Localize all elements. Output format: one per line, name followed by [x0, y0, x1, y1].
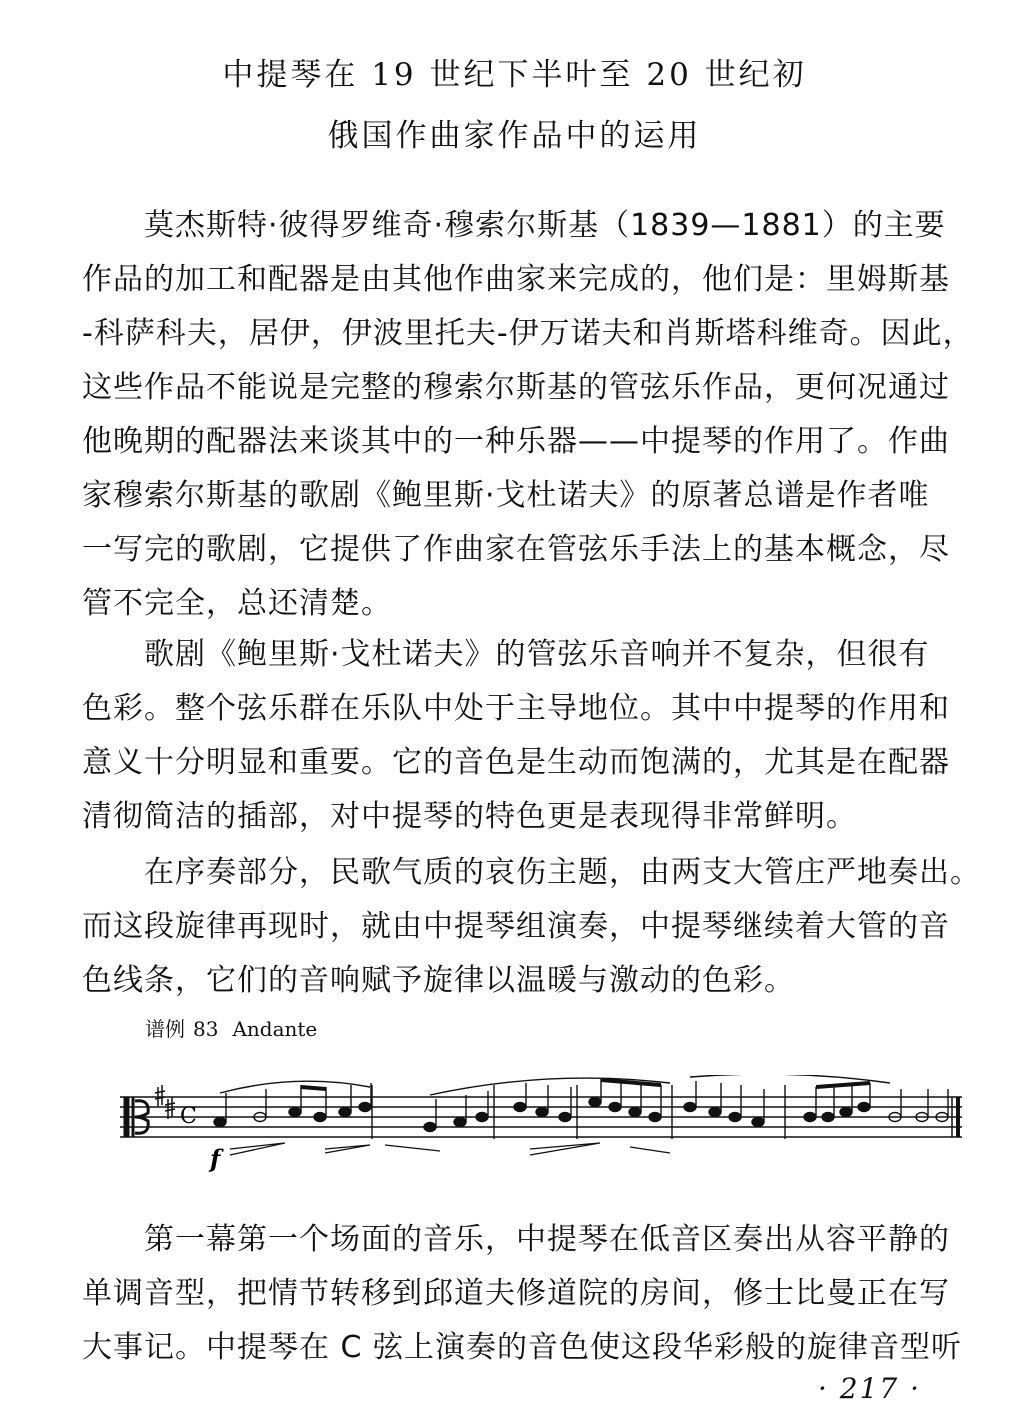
chapter-title-line-2: 俄国作曲家作品中的运用 — [327, 118, 702, 154]
paragraph-line: 色彩。整个弦乐群在乐队中处于主导地位。其中中提琴的作用和 — [82, 691, 950, 726]
slurs — [220, 1075, 890, 1095]
paragraph-line: 大事记。中提琴在 C 弦上演奏的音色使这段华彩般的旋律音型听 — [82, 1330, 963, 1365]
paragraph-line: 第一幕第一个场面的音乐，中提琴在低音区奏出从容平静的 — [82, 1222, 950, 1257]
paragraph-line: 意义十分明显和重要。它的音色是生动而饱满的，尤其是在配器 — [82, 745, 950, 780]
paragraph-3 — [82, 846, 1002, 1008]
paragraph-line: 清彻简洁的插部，对中提琴的特色更是表现得非常鲜明。 — [82, 799, 857, 834]
paragraph-line: 色线条，它们的音响赋予旋律以温暖与激动的色彩。 — [82, 963, 795, 998]
paragraph-line: 家穆索尔斯基的歌剧《鲍里斯·戈杜诺夫》的原著总谱是作者唯 — [82, 478, 930, 513]
paragraph-line: 管不完全，总还清楚。 — [82, 586, 392, 621]
paragraph-line: 莫杰斯特·彼得罗维奇·穆索尔斯基（1839—1881）的主要 — [82, 208, 946, 243]
music-example-number: 83 — [193, 1017, 219, 1041]
paragraph-1 — [82, 199, 1002, 631]
paragraph-line: 他晚期的配器法来谈其中的一种乐器——中提琴的作用了。作曲 — [82, 424, 950, 459]
paragraph-line: -科萨科夫，居伊，伊波里托夫-伊万诺夫和肖斯塔科维奇。因此， — [82, 316, 974, 351]
music-example-tempo: Andante — [232, 1017, 318, 1041]
hairpins — [230, 1143, 670, 1155]
paragraph-line: 一写完的歌剧，它提供了作曲家在管弦乐手法上的基本概念，尽 — [82, 532, 950, 567]
paragraph-line: 歌剧《鲍里斯·戈杜诺夫》的管弦乐音响并不复杂，但很有 — [82, 637, 930, 672]
notes — [214, 1079, 958, 1139]
page-number: · 217 · — [818, 1372, 922, 1405]
time-signature: C — [180, 1104, 197, 1129]
music-example-label: 谱例 — [145, 1017, 185, 1041]
paragraph-4 — [82, 1213, 1002, 1375]
paragraph-line: 单调音型，把情节转移到邱道夫修道院的房间，修士比曼正在写 — [82, 1276, 950, 1311]
paragraph-line: 这些作品不能说是完整的穆索尔斯基的管弦乐作品，更何况通过 — [82, 370, 950, 405]
key-signature-sharps-icon — [155, 1085, 175, 1119]
paragraph-line: 而这段旋律再现时，就由中提琴组演奏，中提琴继续着大管的音 — [82, 909, 950, 944]
music-example-caption — [145, 1013, 317, 1042]
dynamic-marking: f — [210, 1144, 221, 1173]
chapter-title-line-1: 中提琴在 19 世纪下半叶至 20 世纪初 — [222, 57, 807, 93]
paragraph-2 — [82, 628, 1002, 844]
paragraph-line: 作品的加工和配器是由其他作曲家来完成的，他们是：里姆斯基 — [82, 262, 950, 297]
paragraph-line: 在序奏部分，民歌气质的哀伤主题，由两支大管庄严地奏出。 — [82, 855, 981, 890]
music-score-image — [110, 1075, 970, 1185]
